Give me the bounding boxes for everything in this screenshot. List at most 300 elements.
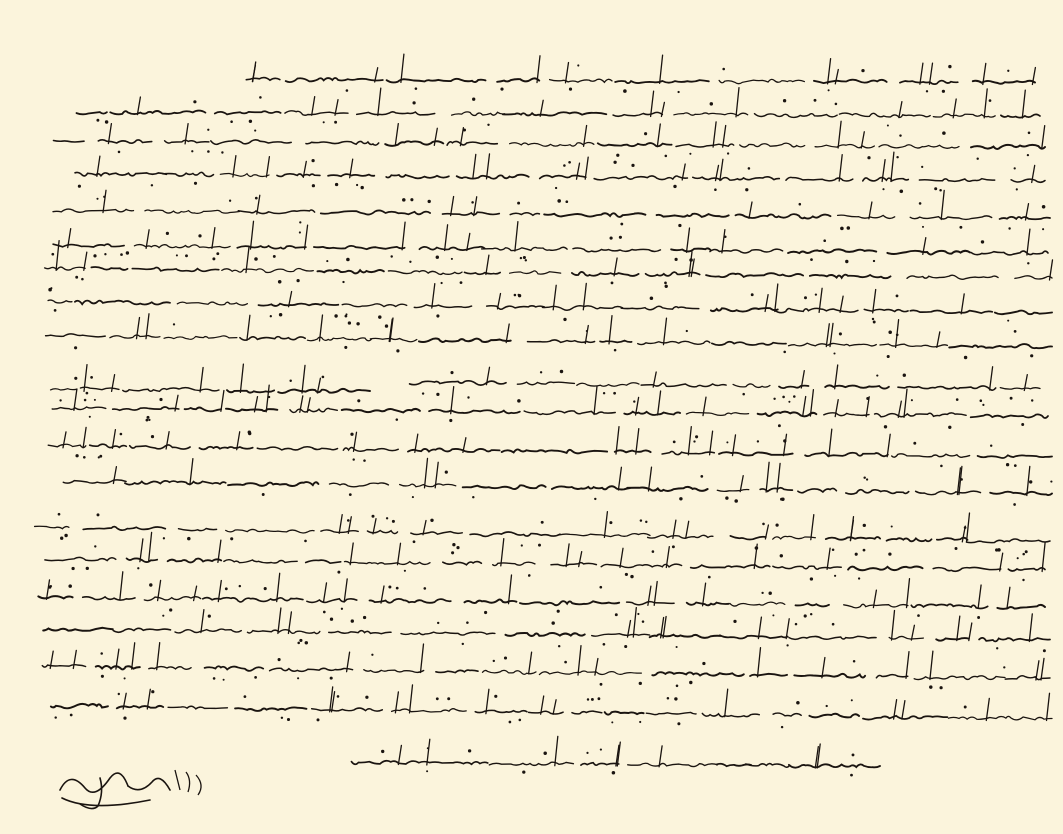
handwritten-word xyxy=(410,381,506,385)
handwritten-word xyxy=(524,411,615,415)
handwritten-dot xyxy=(50,287,52,289)
handwritten-dot xyxy=(342,281,344,283)
handwritten-dot xyxy=(216,252,219,255)
handwritten-dot xyxy=(551,621,554,624)
handwritten-dot xyxy=(677,91,679,93)
handwritten-dot xyxy=(563,164,566,167)
handwritten-stroke xyxy=(240,364,243,392)
handwritten-dot xyxy=(392,520,395,523)
handwritten-dot xyxy=(317,718,320,721)
handwritten-dot xyxy=(1007,70,1009,72)
handwritten-stroke xyxy=(566,63,569,83)
handwritten-dot xyxy=(386,517,388,519)
handwritten-dot xyxy=(361,186,364,189)
handwritten-stroke xyxy=(658,391,661,415)
handwritten-dot xyxy=(447,697,450,700)
handwritten-dot xyxy=(795,623,798,626)
handwritten-word xyxy=(875,413,967,417)
handwritten-dot xyxy=(323,611,326,614)
handwritten-dot xyxy=(679,497,682,500)
handwritten-word xyxy=(35,526,69,528)
handwritten-stroke xyxy=(688,427,691,455)
handwritten-stroke xyxy=(434,128,437,145)
handwritten-line xyxy=(51,364,371,402)
handwritten-dot xyxy=(51,253,54,256)
handwritten-dot xyxy=(887,355,890,358)
handwritten-dot xyxy=(147,416,150,419)
handwritten-dot xyxy=(427,747,429,749)
handwritten-word xyxy=(457,175,529,179)
handwritten-stroke xyxy=(930,63,933,84)
handwritten-dot xyxy=(487,124,489,126)
handwritten-word xyxy=(45,557,116,560)
handwritten-word xyxy=(551,563,596,566)
handwritten-dot xyxy=(521,544,523,546)
handwritten-word xyxy=(246,78,279,81)
handwritten-word xyxy=(168,559,222,563)
handwritten-word xyxy=(270,668,353,671)
handwritten-dot xyxy=(959,226,962,229)
handwritten-word xyxy=(447,141,497,145)
handwritten-word xyxy=(321,210,385,214)
handwritten-dot xyxy=(891,525,893,527)
handwritten-word xyxy=(798,488,837,492)
handwritten-dot xyxy=(964,526,967,529)
handwritten-stroke xyxy=(722,230,725,253)
handwritten-dot xyxy=(151,435,154,438)
handwritten-word xyxy=(863,716,947,720)
handwritten-stroke xyxy=(1042,543,1045,572)
handwritten-dot xyxy=(101,675,104,678)
handwritten-dot xyxy=(1007,320,1009,322)
handwritten-word xyxy=(971,145,1045,149)
handwritten-stroke xyxy=(73,650,76,668)
handwritten-dot xyxy=(335,183,338,186)
handwritten-dot xyxy=(675,258,678,261)
handwritten-dot xyxy=(645,521,647,523)
handwritten-word xyxy=(720,635,788,638)
handwritten-dot xyxy=(939,189,942,192)
handwritten-dot xyxy=(264,587,267,590)
handwritten-word xyxy=(175,629,241,633)
handwritten-dot xyxy=(676,646,678,648)
handwritten-word xyxy=(482,247,567,250)
handwritten-dot xyxy=(623,89,627,93)
handwritten-stroke xyxy=(305,225,308,249)
handwritten-word xyxy=(345,561,431,564)
handwritten-word xyxy=(165,140,209,143)
handwritten-dot xyxy=(468,749,471,752)
handwritten-word xyxy=(815,144,874,147)
handwritten-stroke xyxy=(498,294,501,309)
handwritten-dot xyxy=(678,224,681,227)
handwritten-dot xyxy=(834,575,836,577)
handwritten-dot xyxy=(278,280,282,284)
handwritten-stroke xyxy=(978,585,981,608)
handwritten-dot xyxy=(347,519,350,522)
handwritten-stroke xyxy=(63,432,66,448)
handwritten-dot xyxy=(1021,423,1024,426)
handwritten-dot xyxy=(851,699,853,701)
handwritten-word xyxy=(577,383,639,387)
handwritten-dot xyxy=(689,258,693,262)
handwritten-stroke xyxy=(660,55,663,83)
handwritten-dot xyxy=(436,314,439,317)
handwritten-stroke xyxy=(266,157,269,177)
handwritten-dot xyxy=(365,696,368,699)
handwritten-word xyxy=(342,304,407,307)
handwritten-dot xyxy=(564,661,567,664)
handwritten-word xyxy=(145,210,240,213)
handwritten-dot xyxy=(1008,227,1010,229)
handwritten-dot xyxy=(193,100,196,103)
handwritten-stroke xyxy=(579,552,582,567)
handwritten-dot xyxy=(826,705,828,707)
handwritten-word xyxy=(624,412,680,415)
handwritten-dot xyxy=(104,253,106,255)
handwritten-word xyxy=(306,141,379,145)
handwritten-stroke xyxy=(904,389,907,417)
handwritten-stroke xyxy=(686,521,689,538)
handwritten-word xyxy=(786,177,853,181)
handwritten-word xyxy=(130,445,190,449)
handwritten-dot xyxy=(100,652,103,655)
handwritten-dot xyxy=(54,309,57,312)
handwritten-word xyxy=(540,176,586,179)
handwritten-dot xyxy=(922,226,924,228)
handwritten-stroke xyxy=(200,368,203,393)
handwritten-word xyxy=(343,447,398,451)
handwritten-word xyxy=(220,173,269,176)
handwritten-word xyxy=(235,707,306,710)
handwritten-word xyxy=(411,532,462,535)
handwritten-word xyxy=(493,562,535,565)
handwritten-dot xyxy=(568,161,571,164)
handwritten-word xyxy=(475,710,527,712)
handwritten-word xyxy=(248,630,320,634)
handwritten-word xyxy=(979,638,1050,642)
handwritten-dot xyxy=(148,419,150,421)
handwritten-stroke xyxy=(829,429,832,457)
handwritten-dot xyxy=(451,258,453,260)
handwritten-word xyxy=(489,762,573,765)
handwritten-word xyxy=(887,538,932,541)
handwritten-word xyxy=(573,248,660,252)
handwritten-word xyxy=(846,490,909,494)
handwritten-dot xyxy=(940,686,943,689)
handwritten-stroke xyxy=(930,651,933,679)
handwritten-dot xyxy=(484,611,487,614)
handwritten-dot xyxy=(173,323,175,325)
handwritten-word xyxy=(544,213,645,217)
handwritten-stroke xyxy=(302,365,305,393)
handwritten-dot xyxy=(695,435,698,438)
handwritten-dot xyxy=(900,190,904,194)
handwritten-word xyxy=(789,764,880,767)
handwritten-dot xyxy=(356,184,358,186)
handwritten-word xyxy=(342,409,420,412)
handwritten-dot xyxy=(462,643,464,645)
handwritten-dot xyxy=(81,278,84,281)
handwritten-word xyxy=(1008,568,1045,571)
handwritten-word xyxy=(740,143,805,147)
handwritten-stroke xyxy=(725,689,728,717)
handwritten-dot xyxy=(520,257,522,259)
handwritten-stroke xyxy=(473,154,476,178)
handwritten-dot xyxy=(349,493,352,496)
handwritten-dot xyxy=(708,576,711,579)
handwritten-word xyxy=(848,566,922,570)
handwritten-dot xyxy=(289,379,291,381)
handwritten-word xyxy=(755,114,838,118)
handwritten-line xyxy=(48,283,1052,323)
handwritten-stroke xyxy=(786,619,789,639)
handwritten-word xyxy=(307,337,371,341)
handwritten-stroke xyxy=(266,385,269,412)
handwritten-dot xyxy=(673,441,676,444)
handwritten-word xyxy=(419,339,511,343)
handwritten-word xyxy=(971,251,1048,255)
handwritten-dot xyxy=(525,259,527,261)
handwritten-dot xyxy=(560,370,563,373)
handwritten-stroke xyxy=(194,586,197,601)
handwritten-dot xyxy=(404,570,406,572)
handwritten-word xyxy=(144,597,200,601)
handwritten-word xyxy=(600,341,632,343)
handwritten-word xyxy=(386,175,449,178)
handwritten-line xyxy=(42,643,1050,690)
handwritten-dot xyxy=(630,575,633,578)
handwritten-dot xyxy=(452,543,455,546)
handwritten-word xyxy=(887,251,970,255)
handwritten-stroke xyxy=(906,652,909,679)
handwritten-dot xyxy=(255,197,258,200)
handwritten-dot xyxy=(410,198,413,201)
handwritten-word xyxy=(824,413,869,416)
handwritten-word xyxy=(706,273,803,277)
handwritten-dot xyxy=(348,321,351,324)
handwritten-dot xyxy=(828,89,830,91)
handwritten-word xyxy=(312,708,383,711)
handwritten-word xyxy=(408,448,500,452)
handwritten-word xyxy=(687,603,729,606)
handwritten-word xyxy=(222,268,313,272)
handwritten-dot xyxy=(772,614,774,616)
handwritten-dot xyxy=(60,537,63,540)
handwritten-dot xyxy=(522,770,525,773)
handwritten-dot xyxy=(1050,481,1052,483)
handwritten-word xyxy=(719,79,804,83)
handwritten-dot xyxy=(1016,188,1018,190)
handwritten-dot xyxy=(500,88,503,91)
handwritten-stroke xyxy=(749,202,752,218)
handwritten-dot xyxy=(652,550,655,553)
handwritten-dot xyxy=(700,475,703,478)
handwritten-stroke xyxy=(373,519,376,534)
handwritten-dot xyxy=(344,346,347,349)
handwritten-dot xyxy=(146,419,149,422)
handwritten-dot xyxy=(337,695,340,698)
handwritten-dot xyxy=(311,159,314,162)
handwritten-line xyxy=(43,608,1050,653)
handwritten-word xyxy=(386,212,430,215)
handwritten-word xyxy=(627,487,707,491)
handwritten-line xyxy=(53,221,1048,262)
handwritten-dot xyxy=(357,399,360,402)
handwritten-dot xyxy=(761,592,763,594)
handwritten-dot xyxy=(466,621,469,624)
handwritten-word xyxy=(306,560,341,563)
handwritten-dot xyxy=(334,314,337,317)
handwritten-dot xyxy=(412,101,415,104)
handwritten-dot xyxy=(1014,330,1017,333)
handwritten-dot xyxy=(815,293,817,295)
handwritten-dot xyxy=(221,151,223,153)
handwritten-stroke xyxy=(703,583,706,606)
handwritten-dot xyxy=(598,697,601,700)
handwritten-dot xyxy=(296,279,299,282)
handwritten-dot xyxy=(982,404,984,406)
handwritten-dot xyxy=(118,151,121,154)
handwritten-word xyxy=(227,390,274,393)
handwritten-word xyxy=(401,632,495,635)
signature xyxy=(60,773,170,809)
handwritten-line xyxy=(410,365,1040,402)
handwritten-word xyxy=(919,179,994,182)
handwritten-dot xyxy=(872,318,874,320)
handwritten-dot xyxy=(213,677,216,680)
handwritten-dot xyxy=(353,458,355,460)
handwritten-stroke xyxy=(395,124,398,146)
handwritten-dot xyxy=(1028,132,1031,135)
handwritten-dot xyxy=(124,677,126,679)
handwritten-stroke xyxy=(633,608,636,638)
handwritten-dot xyxy=(281,717,283,719)
handwritten-word xyxy=(53,244,124,247)
handwritten-word xyxy=(914,676,1005,680)
handwritten-word xyxy=(503,112,607,115)
handwritten-dot xyxy=(538,544,541,547)
handwritten-stroke xyxy=(899,102,902,118)
handwritten-stroke xyxy=(537,56,540,83)
handwritten-word xyxy=(978,455,1052,458)
handwritten-word xyxy=(520,601,619,605)
handwritten-dot xyxy=(650,297,654,301)
handwritten-dot xyxy=(861,69,864,72)
handwritten-word xyxy=(259,303,339,306)
handwritten-dot xyxy=(225,587,228,590)
handwritten-dot xyxy=(346,258,350,262)
handwritten-word xyxy=(1001,114,1040,117)
handwritten-dot xyxy=(326,260,328,262)
handwritten-dot xyxy=(639,721,641,723)
handwritten-stroke xyxy=(758,617,761,639)
handwritten-word xyxy=(863,178,909,181)
handwritten-word xyxy=(506,633,585,636)
handwritten-dot xyxy=(558,645,560,647)
handwritten-dot xyxy=(782,396,785,399)
handwritten-word xyxy=(257,447,337,450)
handwritten-dot xyxy=(850,774,853,777)
handwritten-dot xyxy=(194,182,197,185)
handwritten-dot xyxy=(676,685,679,688)
handwritten-dot xyxy=(613,392,616,395)
handwritten-dot xyxy=(926,90,928,92)
handwritten-stroke xyxy=(902,701,905,720)
handwritten-dot xyxy=(1014,464,1017,467)
handwritten-word xyxy=(967,539,1051,543)
handwritten-dot xyxy=(323,121,325,123)
handwritten-dot xyxy=(633,400,635,402)
handwritten-dot xyxy=(541,521,544,524)
handwritten-dot xyxy=(422,392,424,394)
handwritten-dot xyxy=(873,321,876,324)
handwritten-stroke xyxy=(146,314,149,339)
handwritten-word xyxy=(839,113,930,117)
handwritten-word xyxy=(826,537,880,540)
handwritten-stroke xyxy=(1000,553,1003,571)
handwritten-dot xyxy=(964,706,967,709)
handwritten-word xyxy=(773,536,816,539)
handwritten-dot xyxy=(64,534,67,537)
handwritten-word xyxy=(936,638,969,641)
handwritten-stroke xyxy=(869,202,872,219)
handwritten-dot xyxy=(727,152,729,154)
handwritten-stroke xyxy=(775,284,778,312)
handwritten-word xyxy=(510,271,561,274)
handwritten-stroke xyxy=(487,154,490,179)
handwritten-stroke xyxy=(1036,661,1039,680)
handwritten-stroke xyxy=(766,462,769,492)
handwritten-dot xyxy=(724,236,727,239)
handwritten-stroke xyxy=(190,459,193,485)
handwritten-dot xyxy=(793,395,796,398)
handwritten-dot xyxy=(54,716,56,718)
handwritten-word xyxy=(238,210,314,214)
handwritten-word xyxy=(452,112,505,116)
handwritten-stroke xyxy=(47,580,50,599)
handwritten-word xyxy=(892,454,970,458)
handwritten-word xyxy=(487,306,545,309)
handwritten-stroke xyxy=(486,255,489,274)
handwritten-dot xyxy=(517,202,520,205)
handwritten-word xyxy=(911,604,987,608)
handwritten-dot xyxy=(833,352,835,354)
handwritten-dot xyxy=(441,282,443,284)
handwritten-line xyxy=(63,458,1052,505)
handwritten-dot xyxy=(412,496,414,498)
handwritten-dot xyxy=(509,721,512,724)
handwritten-line xyxy=(53,190,1050,230)
handwritten-dot xyxy=(123,717,126,720)
handwritten-word xyxy=(168,706,227,709)
handwritten-word xyxy=(693,177,780,180)
handwritten-dot xyxy=(609,521,612,524)
handwritten-word xyxy=(592,634,650,636)
handwritten-dot xyxy=(254,130,256,132)
handwritten-word xyxy=(594,176,687,180)
handwritten-word xyxy=(805,453,888,457)
handwritten-dot xyxy=(555,187,557,189)
handwritten-dot xyxy=(356,322,359,325)
handwritten-stroke xyxy=(803,397,806,417)
handwritten-dot xyxy=(169,608,172,611)
handwritten-dot xyxy=(569,88,572,91)
handwritten-dot xyxy=(120,433,123,436)
handwritten-word xyxy=(123,388,219,392)
handwritten-word xyxy=(185,408,221,412)
handwritten-word xyxy=(110,111,205,115)
